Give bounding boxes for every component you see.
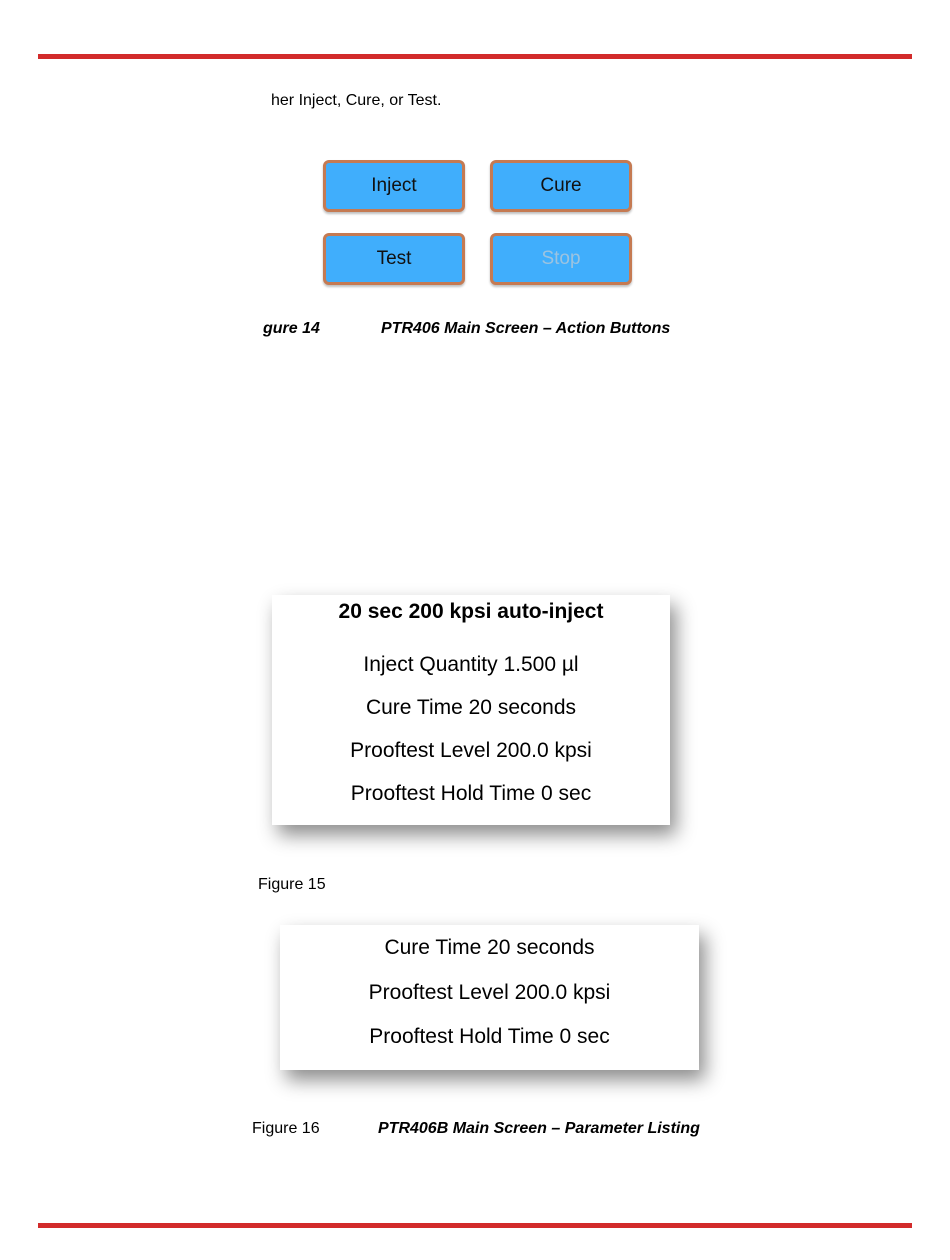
cure-button[interactable]: Cure [490,160,632,212]
cure-time-line: Cure Time 20 seconds [384,936,595,959]
intro-text: her Inject, Cure, or Test. [271,92,442,109]
test-button[interactable]: Test [323,233,465,285]
cure-time-line: Cure Time 20 seconds [365,696,577,719]
figure-16-title-cropped: PTR406B Main Screen – Parameter Listing [378,1120,700,1137]
figure-14-title: PTR406 Main Screen – Action Buttons [381,320,671,337]
figure-14-number: gure 14 [263,320,320,337]
header-rule [38,54,912,59]
parameter-panel-1 [272,595,670,825]
figure-14-caption [263,318,691,340]
parameter-panel-2 [280,925,699,1070]
prooftest-level-line: Prooftest Level 200.0 kpsi [368,981,611,1004]
prooftest-hold-time-line: Prooftest Hold Time 0 sec [369,1025,610,1048]
figure-16-caption: Figure 16 [252,1120,320,1137]
stop-button[interactable]: Stop [490,233,632,285]
inject-button[interactable]: Inject [323,160,465,212]
prooftest-hold-time-line: Prooftest Hold Time 0 sec [350,782,592,805]
prooftest-level-line: Prooftest Level 200.0 kpsi [350,739,592,762]
figure-15-caption: Figure 15 [258,876,326,893]
recipe-title: 20 sec 200 kpsi auto-inject [338,600,604,623]
footer-rule [38,1223,912,1228]
inject-quantity-line: Inject Quantity 1.500 µl [363,653,579,676]
